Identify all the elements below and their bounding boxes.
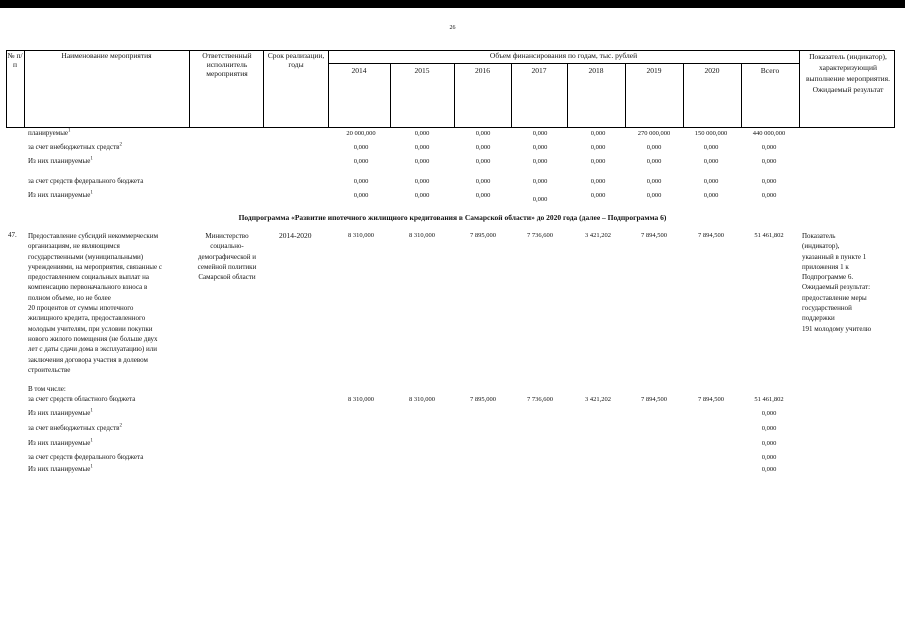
cell-value: 0,000	[646, 192, 662, 199]
cell-value: 0,000	[590, 144, 606, 151]
header-bottom-border	[6, 127, 894, 128]
row-label: Из них планируемые$^1$	[28, 408, 93, 417]
cell-value: 0,000	[475, 178, 491, 185]
cell-value: 7 894,500	[698, 396, 724, 403]
header-term: Срок реализации, годы	[267, 51, 325, 69]
cell-value: 0,000	[761, 192, 777, 199]
cell-value: 0,000	[590, 130, 606, 137]
cell-value: 0,000	[414, 158, 430, 165]
cell-value: 8 310,000	[409, 396, 435, 403]
year-total: Всего	[760, 66, 780, 75]
item-value: 8 310,000	[348, 232, 374, 239]
year-2018: 2018	[588, 66, 604, 75]
cell-value: 0,000	[475, 130, 491, 137]
col-border-name	[189, 50, 190, 128]
cell-value: 0,000	[475, 144, 491, 151]
row-label: за счет внебюджетных средств$^2$	[28, 423, 122, 432]
cell-value: 0,000	[353, 178, 369, 185]
year-2019: 2019	[646, 66, 662, 75]
header-funding: Объем финансирования по годам, тыс. рублей	[489, 51, 638, 60]
funding-header-rule	[328, 63, 799, 64]
cell-value: 0,000	[414, 144, 430, 151]
cell-value: 0,000	[761, 440, 777, 447]
cell-value: 0,000	[532, 130, 548, 137]
item-name: Предоставление субсидий некоммерческим организациям, не являющимся государственными (муниципальными) учреждениями, на мероприятия, связанные с предоставлением социальных выплат на компенсацию первоначального взноса в полном объеме, но не более 20 процентов от суммы ипотечного жилищного кредита, предоставленного молодым учителям, при условии покупки нового жилого помещения (не больше двух лет с даты сдачи дома в эксплуатацию) или заключения договора участия в долевом строительстве	[28, 232, 162, 374]
cell-value: 150 000,000	[694, 130, 728, 137]
year-2020: 2020	[704, 66, 720, 75]
cell-value: 0,000	[532, 144, 548, 151]
cell-value: 0,000	[532, 196, 548, 203]
cell-value: 0,000	[353, 144, 369, 151]
header-num: № п/п	[7, 51, 23, 69]
cell-value: 0,000	[475, 158, 491, 165]
year-2017: 2017	[531, 66, 547, 75]
item-value: 7 894,500	[698, 232, 724, 239]
row-label: Из них планируемые$^1$	[28, 438, 93, 447]
cell-value: 270 000,000	[637, 130, 671, 137]
item-responsible: Министерство социально- демографической и семейной политики Самарской области	[197, 232, 257, 282]
cell-value: 0,000	[353, 192, 369, 199]
item-value: 7 895,000	[470, 232, 496, 239]
cell-value: 0,000	[761, 178, 777, 185]
item-value: 3 421,202	[585, 232, 611, 239]
cell-value: 0,000	[703, 144, 719, 151]
cell-value: 0,000	[703, 178, 719, 185]
cell-value: 7 894,500	[641, 396, 667, 403]
cell-value: 0,000	[590, 158, 606, 165]
cell-value: 0,000	[646, 144, 662, 151]
col-border-total	[799, 50, 800, 128]
cell-value: 8 310,000	[348, 396, 374, 403]
cell-value: 0,000	[590, 178, 606, 185]
header-responsible: Ответственный исполнитель мероприятия	[202, 51, 252, 78]
cell-value: 0,000	[761, 158, 777, 165]
row-label: за счет внебюджетных средств$^2$	[28, 142, 122, 151]
cell-value: 0,000	[761, 454, 777, 461]
cell-value: 0,000	[414, 130, 430, 137]
cell-value: 0,000	[761, 410, 777, 417]
cell-value: 51 461,802	[754, 396, 784, 403]
col-border-num	[24, 50, 25, 128]
row-label: Из них планируемые$^1$	[28, 464, 93, 473]
item-value: 7 894,500	[641, 232, 667, 239]
cell-value: 0,000	[761, 425, 777, 432]
year-2014: 2014	[351, 66, 367, 75]
cell-value: 0,000	[414, 192, 430, 199]
header-indicator: Показатель (индикатор), характеризующий выполнение мероприятия. Ожидаемый результат	[806, 52, 890, 94]
cell-value: 0,000	[646, 158, 662, 165]
including-label: В том числе:	[28, 385, 66, 393]
cell-value: 0,000	[761, 466, 777, 473]
row-label: планируемые$^1$	[28, 128, 71, 137]
row-label: за счет средств федерального бюджета	[28, 177, 144, 185]
cell-value: 0,000	[532, 178, 548, 185]
cell-value: 0,000	[646, 178, 662, 185]
row-label: за счет средств областного бюджета	[28, 395, 136, 403]
row-label: за счет средств федерального бюджета	[28, 453, 144, 461]
item-term: 2014-2020	[279, 231, 312, 240]
cell-value: 0,000	[414, 178, 430, 185]
item-value: 8 310,000	[409, 232, 435, 239]
year-2015: 2015	[414, 66, 430, 75]
page-number: 26	[449, 25, 456, 31]
col-border-right	[894, 50, 895, 128]
subprogram-title: Подпрограмма «Развитие ипотечного жилищного кредитования в Самарской области» до 2020 года (далее – Подпрограмма 6)	[238, 213, 667, 222]
cell-value: 0,000	[475, 192, 491, 199]
col-border-term	[328, 50, 329, 128]
cell-value: 0,000	[532, 158, 548, 165]
cell-value: 440 000,000	[752, 130, 786, 137]
cell-value: 7 736,600	[527, 396, 553, 403]
row-label: Из них планируемые$^1$	[28, 156, 93, 165]
item-indicator: Показатель (индикатор), указанный в пункте 1 приложения 1 к Подпрограмме 6. Ожидаемый результат: предоставление меры государственной поддержки 191 молодому учителю	[802, 232, 872, 333]
row-label: Из них планируемые$^1$	[28, 190, 93, 199]
cell-value: 0,000	[590, 192, 606, 199]
scan-top-border	[0, 0, 905, 8]
cell-value: 0,000	[703, 192, 719, 199]
header-name: Наименование мероприятия	[61, 51, 152, 60]
cell-value: 0,000	[353, 158, 369, 165]
cell-value: 20 000,000	[346, 130, 376, 137]
year-2016: 2016	[475, 66, 490, 75]
cell-value: 7 895,000	[470, 396, 496, 403]
item-value: 7 736,600	[527, 232, 553, 239]
item-value: 51 461,802	[754, 232, 784, 239]
cell-value: 3 421,202	[585, 396, 611, 403]
cell-value: 0,000	[761, 144, 777, 151]
item-number: 47.	[8, 231, 17, 239]
cell-value: 0,000	[703, 158, 719, 165]
